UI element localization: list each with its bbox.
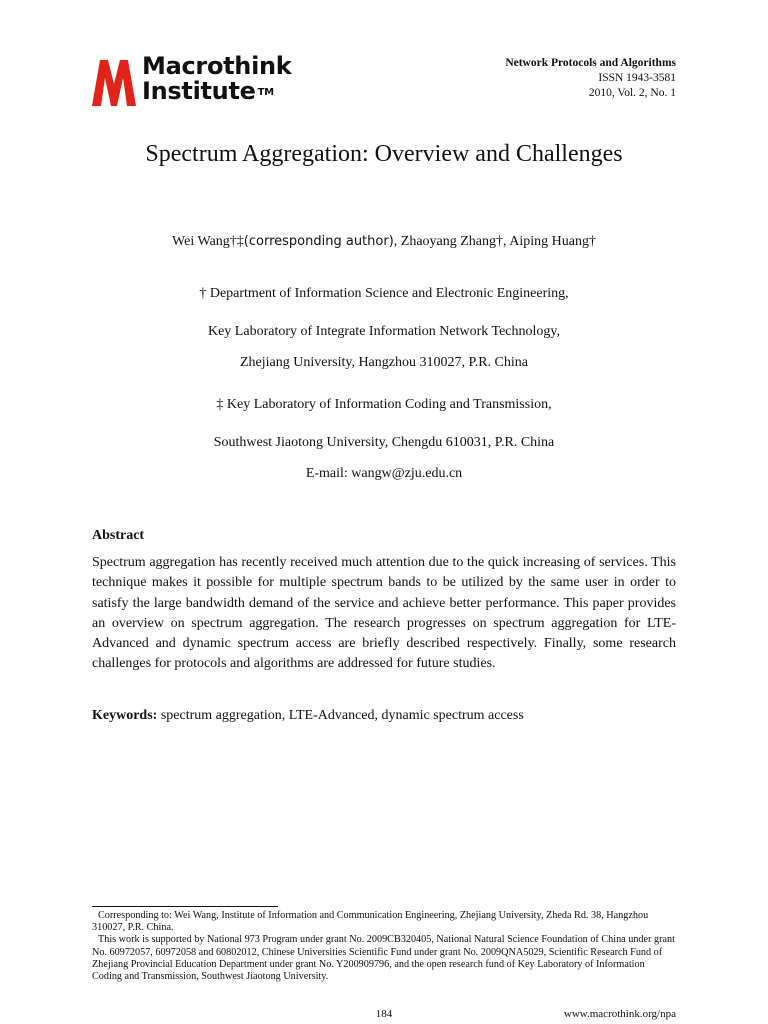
paper-title: Spectrum Aggregation: Overview and Challenges xyxy=(145,141,623,167)
macrothink-m-icon xyxy=(92,56,136,106)
author-others: , Zhaoyang Zhang†, Aiping Huang† xyxy=(393,234,596,249)
website-url: www.macrothink.org/npa xyxy=(563,1008,676,1020)
author-first: Wei Wang†‡ xyxy=(172,234,244,249)
affiliation-2-line-1: ‡ Key Laboratory of Information Coding and Transmission, xyxy=(216,397,552,412)
affiliation-1-line-2: Key Laboratory of Integrate Information Network Technology, xyxy=(207,324,560,339)
keywords-label: Keywords: xyxy=(92,708,158,723)
footnote-rule xyxy=(92,906,278,907)
logo-wordmark xyxy=(142,54,291,103)
trademark-mark: TM xyxy=(257,87,274,98)
logo-line-institute: Institute xyxy=(142,77,256,105)
journal-info xyxy=(505,56,676,101)
journal-issn: ISSN 1943-3581 xyxy=(598,72,676,84)
keywords xyxy=(92,706,676,726)
affiliation-1-line-3: Zhejiang University, Hangzhou 310027, P.R. China xyxy=(239,355,528,370)
affiliation-1-line-1: † Department of Information Science and Electronic Engineering, xyxy=(199,286,569,301)
page-number: 184 xyxy=(375,1008,393,1020)
footnote-corresponding: Corresponding to: Wei Wang, Institute of Information and Communication Engineering, Zhejiang University, Zheda Rd. 38, Hangzhou 310027, P.R. China. xyxy=(92,910,649,934)
author-list xyxy=(0,232,768,252)
publisher-logo xyxy=(92,52,307,110)
email-address: E-mail: wangw@zju.edu.cn xyxy=(305,466,463,481)
logo-line-macrothink: Macrothink xyxy=(142,52,292,80)
journal-volume: 2010, Vol. 2, No. 1 xyxy=(588,87,676,99)
keywords-text: spectrum aggregation, LTE-Advanced, dynamic spectrum access xyxy=(157,708,524,723)
corresponding-author-note: (corresponding author) xyxy=(243,234,394,249)
journal-name: Network Protocols and Algorithms xyxy=(505,57,676,69)
abstract-heading: Abstract xyxy=(92,528,145,543)
footnotes xyxy=(92,910,676,983)
abstract-text: Spectrum aggregation has recently received much attention due to the quick increasing of services. This technique makes it possible for multiple spectrum bands to be utilized by the same user in order to satisfy the large bandwidth demand of the service and achieve better performance. This paper provides an overview on spectrum aggregation. The research progresses on spectrum aggregation for LTE-Advanced and dynamic spectrum access are briefly described respectively. Finally, some research challenges for protocols and algorithms are addressed for future studies. xyxy=(92,555,676,672)
footnote-support: This work is supported by National 973 Program under grant No. 2009CB320405, National Natural Science Foundation of China under grant No. 60972057, 60972058 and 60802012, Chinese Universities Scientific Fund under grant No. 2009QNA5029, Scientific Research Fund of Zhejiang Provincial Education Department under grant No. Y200909796, and the open research fund of Key Laboratory of Information Coding and Transmission, Southwest Jiaotong University. xyxy=(92,934,675,983)
affiliation-2-line-2: Southwest Jiaotong University, Chengdu 610031, P.R. China xyxy=(213,435,555,450)
